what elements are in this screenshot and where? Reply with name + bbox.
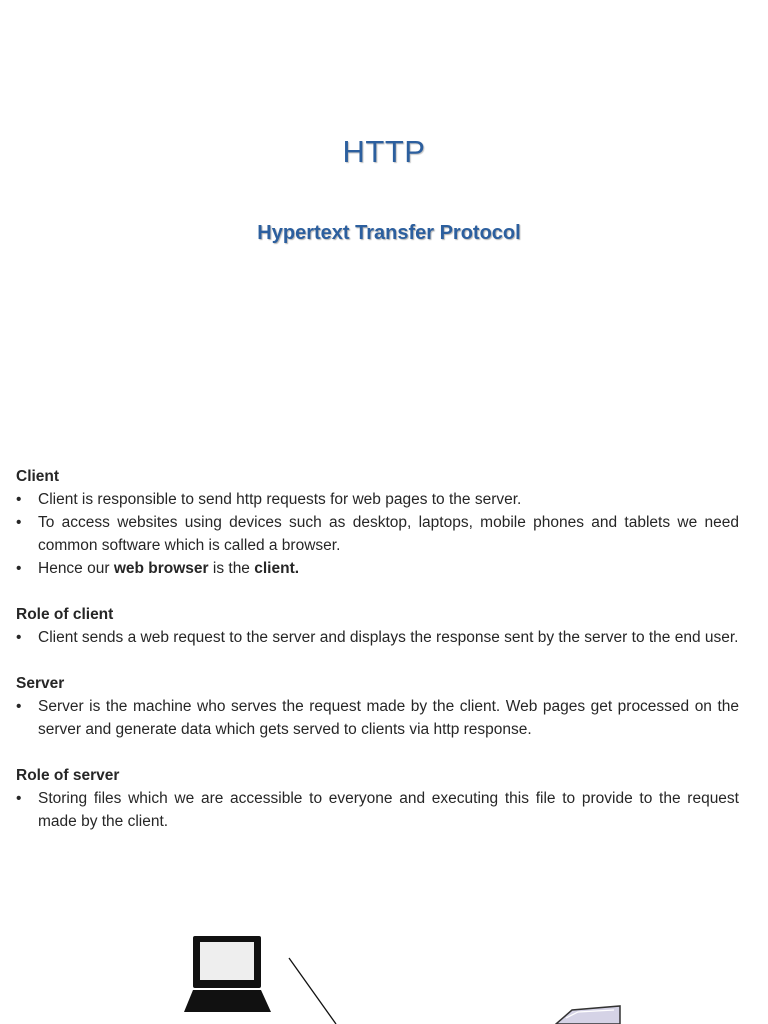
role-of-client-bullets: [16, 626, 739, 649]
laptop-icon: [184, 936, 271, 1012]
server-heading: Server: [16, 675, 65, 692]
client-bullet-2: • To access websites using devices such as desktop, laptops, mobile phones and tablets we need common software which is called a browser.: [16, 511, 739, 557]
client-bullet-3-text-a: Hence our: [38, 560, 114, 577]
page-title: HTTP: [342, 134, 426, 169]
role-of-client-bullet-1: • Client sends a web request to the server and displays the response sent by the server to the end user.: [16, 626, 739, 649]
role-of-server-heading: Role of server: [16, 767, 120, 784]
client-bullets: [16, 488, 739, 580]
server-icon: [556, 1006, 620, 1024]
page-subtitle: Hypertext Transfer Protocol: [257, 222, 521, 244]
client-bullet-3: [16, 557, 739, 580]
client-bullet-3-text-b: is the: [208, 560, 255, 577]
client-server-diagram: [0, 930, 768, 1024]
connection-line: [289, 958, 336, 1024]
role-of-server-bullet-1: • Storing files which we are accessible to everyone and executing this file to provide to the request made by the client.: [16, 787, 739, 833]
content-body: [16, 465, 739, 856]
server-bullet-1: • Server is the machine who serves the request made by the client. Web pages get processed on the server and generate data which gets served to clients via http response.: [16, 695, 739, 741]
server-bullets: [16, 695, 739, 741]
role-of-client-section: [16, 603, 739, 649]
client-bullet-1: • Client is responsible to send http requests for web pages to the server.: [16, 488, 739, 511]
client-section: [16, 465, 739, 580]
role-of-server-section: [16, 764, 739, 833]
server-section: [16, 672, 739, 741]
web-browser-term: web browser: [113, 560, 209, 577]
client-heading: Client: [16, 468, 60, 485]
client-term: client.: [254, 560, 300, 577]
role-of-client-heading: Role of client: [16, 606, 114, 623]
role-of-server-bullets: [16, 787, 739, 833]
